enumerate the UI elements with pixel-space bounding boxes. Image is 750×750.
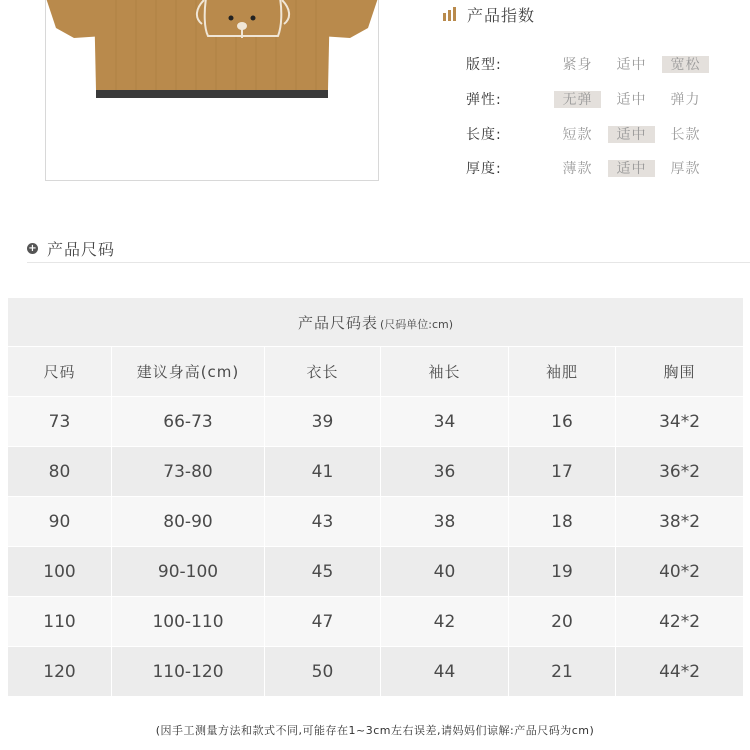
table-cell: 80-90 xyxy=(112,497,265,547)
table-cell: 44 xyxy=(381,647,509,697)
column-header: 胸围 xyxy=(616,347,744,397)
table-row xyxy=(8,447,744,497)
table-row xyxy=(8,647,744,697)
table-cell: 34 xyxy=(381,397,509,447)
table-cell: 47 xyxy=(265,597,381,647)
table-cell: 41 xyxy=(265,447,381,497)
table-cell: 40 xyxy=(381,547,509,597)
table-cell: 36*2 xyxy=(616,447,744,497)
column-header: 建议身高(cm) xyxy=(112,347,265,397)
index-option: 适中 xyxy=(616,92,647,108)
table-row xyxy=(8,497,744,547)
index-label: 版型: xyxy=(466,57,502,73)
table-row xyxy=(8,397,744,447)
index-label: 厚度: xyxy=(466,161,502,177)
table-cell: 16 xyxy=(509,397,616,447)
index-option-selected: 适中 xyxy=(608,126,655,143)
table-cell: 45 xyxy=(265,547,381,597)
table-cell: 100-110 xyxy=(112,597,265,647)
index-option-selected: 无弹 xyxy=(554,91,601,108)
table-cell: 17 xyxy=(509,447,616,497)
table-cell: 20 xyxy=(509,597,616,647)
index-label: 弹性: xyxy=(466,92,502,108)
table-row xyxy=(8,597,744,647)
index-label: 长度: xyxy=(466,127,502,143)
table-cell: 42*2 xyxy=(616,597,744,647)
table-cell: 36 xyxy=(381,447,509,497)
table-cell: 40*2 xyxy=(616,547,744,597)
table-cell: 110 xyxy=(8,597,112,647)
size-table-header-row xyxy=(8,347,744,397)
index-option: 薄款 xyxy=(562,161,593,177)
table-cell: 43 xyxy=(265,497,381,547)
table-cell: 34*2 xyxy=(616,397,744,447)
table-cell: 44*2 xyxy=(616,647,744,697)
measurement-footnote: (因手工测量方法和款式不同,可能存在1~3cm左右误差,请妈妈们谅解:产品尺码为cm) xyxy=(155,724,595,737)
index-option: 厚款 xyxy=(670,161,701,177)
size-table-caption xyxy=(8,298,744,347)
column-header: 袖肥 xyxy=(509,347,616,397)
table-cell: 90-100 xyxy=(112,547,265,597)
table-cell: 120 xyxy=(8,647,112,697)
product-shirt-image xyxy=(46,0,378,180)
table-cell: 80 xyxy=(8,447,112,497)
index-row-thickness xyxy=(466,157,716,179)
table-row xyxy=(8,547,744,597)
section-divider xyxy=(27,262,750,263)
table-cell: 73-80 xyxy=(112,447,265,497)
column-header: 袖长 xyxy=(381,347,509,397)
size-section-title: 产品尺码 xyxy=(47,239,116,259)
table-cell: 42 xyxy=(381,597,509,647)
index-option: 适中 xyxy=(616,57,647,73)
table-cell: 38*2 xyxy=(616,497,744,547)
index-option: 弹力 xyxy=(670,92,701,108)
size-table-caption-unit: (尺码单位:cm) xyxy=(380,317,454,331)
product-image-frame xyxy=(45,0,379,181)
index-option-selected: 宽松 xyxy=(662,56,709,73)
plus-circle-icon: + xyxy=(28,242,37,254)
index-option-selected: 适中 xyxy=(608,160,655,177)
table-cell: 90 xyxy=(8,497,112,547)
index-row-elasticity xyxy=(466,88,716,110)
product-index-header xyxy=(442,2,535,26)
table-cell: 66-73 xyxy=(112,397,265,447)
index-row-fit xyxy=(466,53,716,75)
table-cell: 21 xyxy=(509,647,616,697)
size-table-caption-text: 产品尺码表 xyxy=(298,313,379,332)
table-cell: 100 xyxy=(8,547,112,597)
table-cell: 73 xyxy=(8,397,112,447)
index-option: 长款 xyxy=(670,127,701,143)
index-option: 短款 xyxy=(562,127,593,143)
index-option: 紧身 xyxy=(562,57,593,73)
table-cell: 19 xyxy=(509,547,616,597)
bar-chart-icon xyxy=(442,6,458,22)
table-cell: 39 xyxy=(265,397,381,447)
table-cell: 110-120 xyxy=(112,647,265,697)
column-header: 衣长 xyxy=(265,347,381,397)
product-index-title: 产品指数 xyxy=(467,5,536,25)
column-header: 尺码 xyxy=(8,347,112,397)
table-cell: 50 xyxy=(265,647,381,697)
table-cell: 38 xyxy=(381,497,509,547)
size-section-header xyxy=(27,237,115,259)
index-row-length xyxy=(466,123,716,145)
size-table xyxy=(7,297,744,697)
table-cell: 18 xyxy=(509,497,616,547)
